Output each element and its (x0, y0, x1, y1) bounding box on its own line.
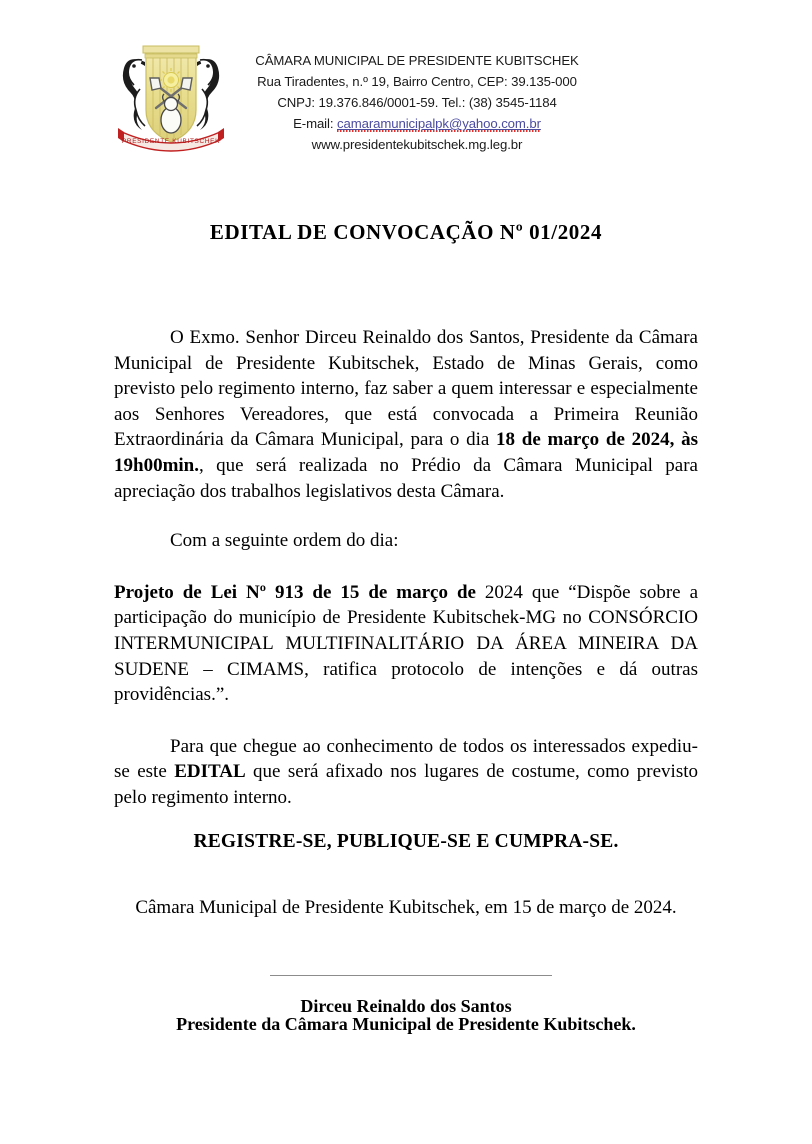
paragraph-convocation-part1: O Exmo. Senhor Dirceu Reinaldo dos Santos, Presidente da Câmara Municipal de Presidente Kubitschek, Estado de Minas Gerais, como previsto pelo regimento interno, faz saber a quem interessar e especialmente aos Senhores Vereadores, que está convocada a Primeira Reunião Extraordinária da Câmara Municipal, para o dia (114, 327, 698, 451)
bill-reference: Projeto de Lei Nº 913 de 15 de março de (114, 581, 476, 603)
crest-supporter-left (123, 59, 145, 130)
paragraph-publication-part2: que será afixado nos lugares de costume, como previsto pelo regimento interno. (114, 761, 698, 808)
letterhead (0, 36, 812, 161)
meeting-datetime: 18 de março de 2024, às 19h00min. (114, 429, 698, 476)
svg-text:PRESIDENTE KUBITSCHEK: PRESIDENTE KUBITSCHEK (121, 138, 221, 145)
bill-description: 2024 que “Dispõe sobre a participação do município de Presidente Kubitschek-MG no CONSÓRCIO INTERMUNICIPAL MULTIFINALITÁRIO DA ÁREA MINEIRA DA SUDENE – CIMAMS, ratifica protocolo de intenções e dá outras providências.”. (114, 581, 699, 706)
paragraph-convocation (114, 325, 698, 504)
letterhead-text (242, 36, 592, 155)
crest-container (106, 36, 236, 161)
paragraph-bill (114, 580, 698, 708)
edital-keyword: EDITAL (174, 761, 246, 783)
paragraph-agenda-intro: Com a seguinte ordem do dia: (170, 530, 399, 552)
org-email-line (242, 113, 592, 134)
signature-line (270, 975, 552, 976)
registre-se-line: REGISTRE-SE, PUBLIQUE-SE E CUMPRA-SE. (193, 831, 619, 852)
place-and-date: Câmara Municipal de Presidente Kubitschek, em 15 de março de 2024. (135, 897, 677, 918)
document-body (114, 325, 698, 811)
crest-supporter-right (197, 59, 219, 130)
org-name: CÂMARA MUNICIPAL DE PRESIDENTE KUBITSCHEK (255, 53, 579, 68)
paragraph-publication (114, 734, 698, 811)
signatory-name: Dirceu Reinaldo dos Santos (300, 996, 512, 1016)
email-label: E-mail: (293, 116, 334, 131)
signatory-role: Presidente da Câmara Municipal de Presidente Kubitschek. (176, 1014, 636, 1034)
org-website: www.presidentekubitschek.mg.leg.br (311, 137, 523, 152)
document-title: EDITAL DE CONVOCAÇÃO Nº 01/2024 (209, 220, 603, 244)
email-link[interactable]: camaramunicipalpk@yahoo.com.br (337, 116, 541, 131)
org-cnpj-phone: CNPJ: 19.376.846/0001-59. Tel.: (38) 3545-1184 (277, 95, 557, 110)
coat-of-arms-icon (112, 36, 230, 161)
org-address: Rua Tiradentes, n.º 19, Bairro Centro, CEP: 39.135-000 (257, 74, 577, 89)
paragraph-publication-part1: Para que chegue ao conhecimento de todos os interessados expediu-se este (114, 735, 698, 783)
paragraph-convocation-part2: , que será realizada no Prédio da Câmara Municipal para apreciação dos trabalhos legislativos desta Câmara. (114, 454, 698, 502)
